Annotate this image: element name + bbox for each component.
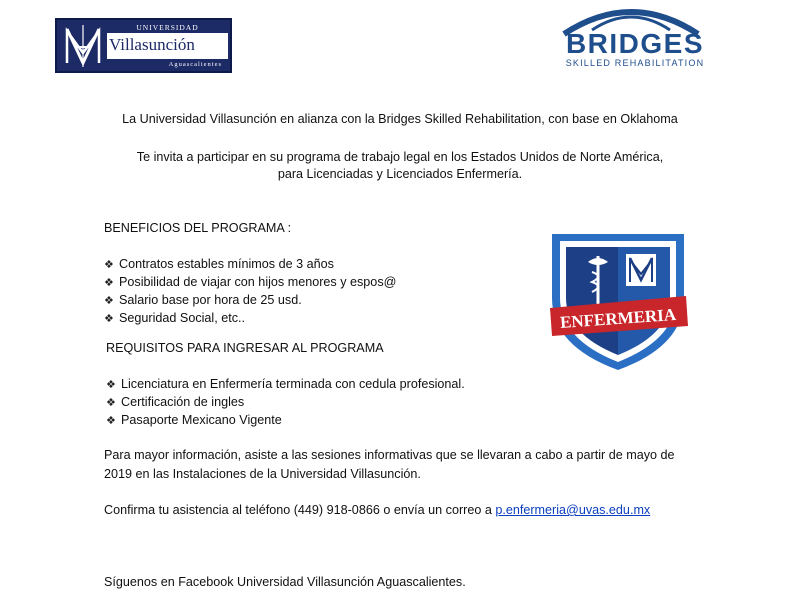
university-city: Aguascalientes	[107, 59, 228, 70]
contact-line	[104, 502, 650, 518]
info-line-1: Para mayor información, asiste a las sesiones informativas que se llevaran a cabo a partir de mayo de	[104, 448, 675, 462]
university-logo	[55, 18, 232, 73]
list-item: ❖ Pasaporte Mexicano Vigente	[106, 413, 282, 427]
list-item: ❖ Posibilidad de viajar con hijos menores y espos@	[104, 275, 397, 289]
intro-line-1: La Universidad Villasunción en alianza con la Bridges Skilled Rehabilitation, con base en Oklahoma	[122, 112, 678, 126]
diamond-bullet-icon: ❖	[104, 277, 114, 289]
footer-text: Síguenos en Facebook Universidad Villasunción Aguascalientes.	[104, 575, 466, 589]
diamond-bullet-icon: ❖	[104, 259, 114, 271]
university-name-panel	[107, 23, 228, 70]
diamond-bullet-icon: ❖	[104, 313, 114, 325]
university-top-text: UNIVERSIDAD	[107, 23, 228, 33]
university-monogram-icon	[61, 23, 105, 70]
diamond-bullet-icon: ❖	[106, 379, 116, 391]
intro-line-2: Te invita a participar en su programa de trabajo legal en los Estados Unidos de Norte América,	[136, 150, 664, 164]
list-item: ❖ Seguridad Social, etc..	[104, 311, 246, 325]
bridges-logo	[530, 0, 730, 75]
bridges-name: BRIDGES	[565, 28, 705, 59]
bridges-subtitle: SKILLED REHABILITATION	[565, 58, 705, 68]
list-item: ❖ Salario base por hora de 25 usd.	[104, 293, 302, 307]
requirements-heading: REQUISITOS PARA INGRESAR AL PROGRAMA	[106, 341, 384, 355]
intro-line-3: para Licenciadas y Licenciados Enfermería.	[277, 167, 523, 181]
shield-banner-text: ENFERMERIA	[559, 304, 677, 333]
list-item: ❖ Licenciatura en Enfermería terminada con cedula profesional.	[106, 377, 465, 391]
email-link[interactable]: p.enfermeria@uvas.edu.mx	[495, 503, 651, 517]
nursing-shield-icon	[548, 228, 688, 373]
contact-text: Confirma tu asistencia al teléfono (449) 918-0866 o envía un correo a	[104, 503, 496, 517]
university-name: Villasunción	[109, 35, 195, 54]
diamond-bullet-icon: ❖	[106, 415, 116, 427]
diamond-bullet-icon: ❖	[106, 397, 116, 409]
list-item: ❖ Certificación de ingles	[106, 395, 245, 409]
diamond-bullet-icon: ❖	[104, 295, 114, 307]
list-item: ❖ Contratos estables mínimos de 3 años	[104, 257, 334, 271]
benefits-heading: BENEFICIOS DEL PROGRAMA :	[104, 221, 292, 235]
info-line-2: 2019 en las Instalaciones de la Universidad Villasunción.	[104, 467, 421, 481]
